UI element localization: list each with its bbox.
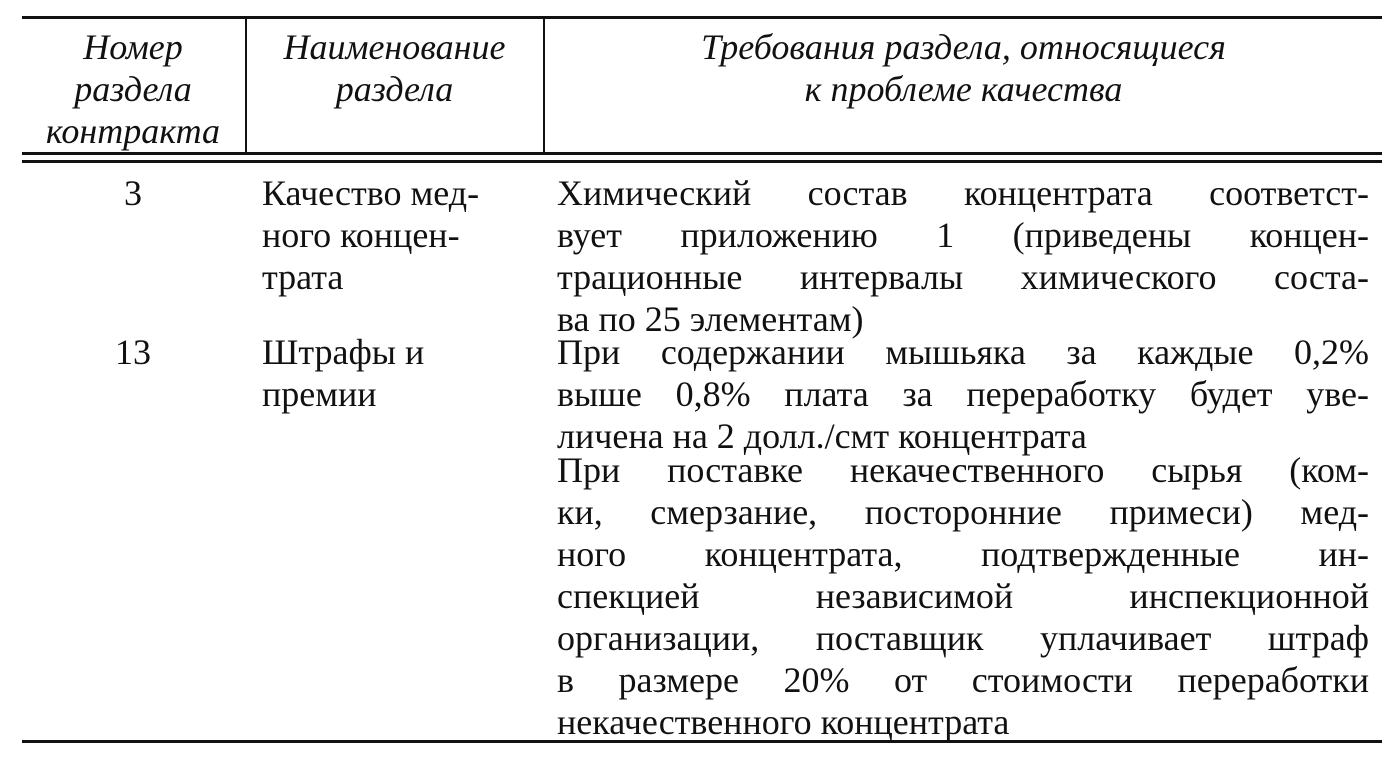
- header-requirements: [545, 26, 1382, 110]
- section-name-line: ного концен-: [262, 215, 460, 255]
- section-name-line: премии: [262, 374, 377, 414]
- header-section-name: [247, 26, 542, 110]
- header-text-line: к проблеме качества: [804, 69, 1123, 109]
- header-text-line: раздела: [74, 69, 192, 109]
- table-top-rule: [22, 16, 1382, 19]
- requirements-cell: [557, 331, 1369, 457]
- requirement-line: организации, поставщик уплачивает штраф: [557, 618, 1369, 658]
- section-number-cell: [22, 172, 244, 214]
- header-text-line: контракта: [45, 111, 221, 151]
- requirement-line: вует приложению 1 (приведены концен-: [557, 215, 1369, 255]
- header-text-line: Требования раздела, относящиеся: [701, 27, 1226, 67]
- requirement-line: При содержании мышьяка за каждые 0,2%: [557, 332, 1369, 372]
- requirement-line: Химический состав концентрата соответст-: [557, 173, 1369, 213]
- header-bottom-rule: [22, 152, 1382, 155]
- section-number: 3: [124, 173, 142, 213]
- section-number: 13: [115, 332, 151, 372]
- requirement-line: ва по 25 элементам): [557, 299, 864, 339]
- requirement-line: спекцией независимой инспекционной: [557, 576, 1369, 616]
- header-text-line: Наименование: [283, 27, 506, 67]
- section-name-cell: [262, 172, 537, 298]
- requirement-line: выше 0,8% плата за переработку будет уве-: [557, 374, 1369, 414]
- requirement-line: ного концентрата, подтвержденные ин-: [557, 534, 1369, 574]
- requirement-line: ки, смерзание, посторонние примеси) мед-: [557, 492, 1369, 532]
- requirement-line: При поставке некачественного сырья (ком-: [557, 450, 1369, 490]
- header-section-number: [22, 26, 244, 152]
- requirement-line: личена на 2 долл./смт концентрата: [557, 416, 1087, 456]
- requirement-line: некачественного концентрата: [557, 702, 1010, 742]
- header-text-line: раздела: [335, 69, 454, 109]
- section-name-cell: [262, 331, 537, 415]
- requirement-line: в размере 20% от стоимости переработки: [557, 660, 1369, 700]
- section-name-line: трата: [262, 257, 344, 297]
- section-name-line: Штрафы и: [262, 332, 425, 372]
- section-name-line: Качество мед-: [262, 173, 480, 213]
- requirements-cell: [557, 449, 1369, 743]
- header-bottom-rule-second: [22, 160, 1382, 163]
- header-text-line: Номер: [83, 27, 183, 67]
- requirements-cell: [557, 172, 1369, 340]
- section-number-cell: [22, 331, 244, 373]
- requirement-line: трационные интервалы химического соста-: [557, 257, 1369, 297]
